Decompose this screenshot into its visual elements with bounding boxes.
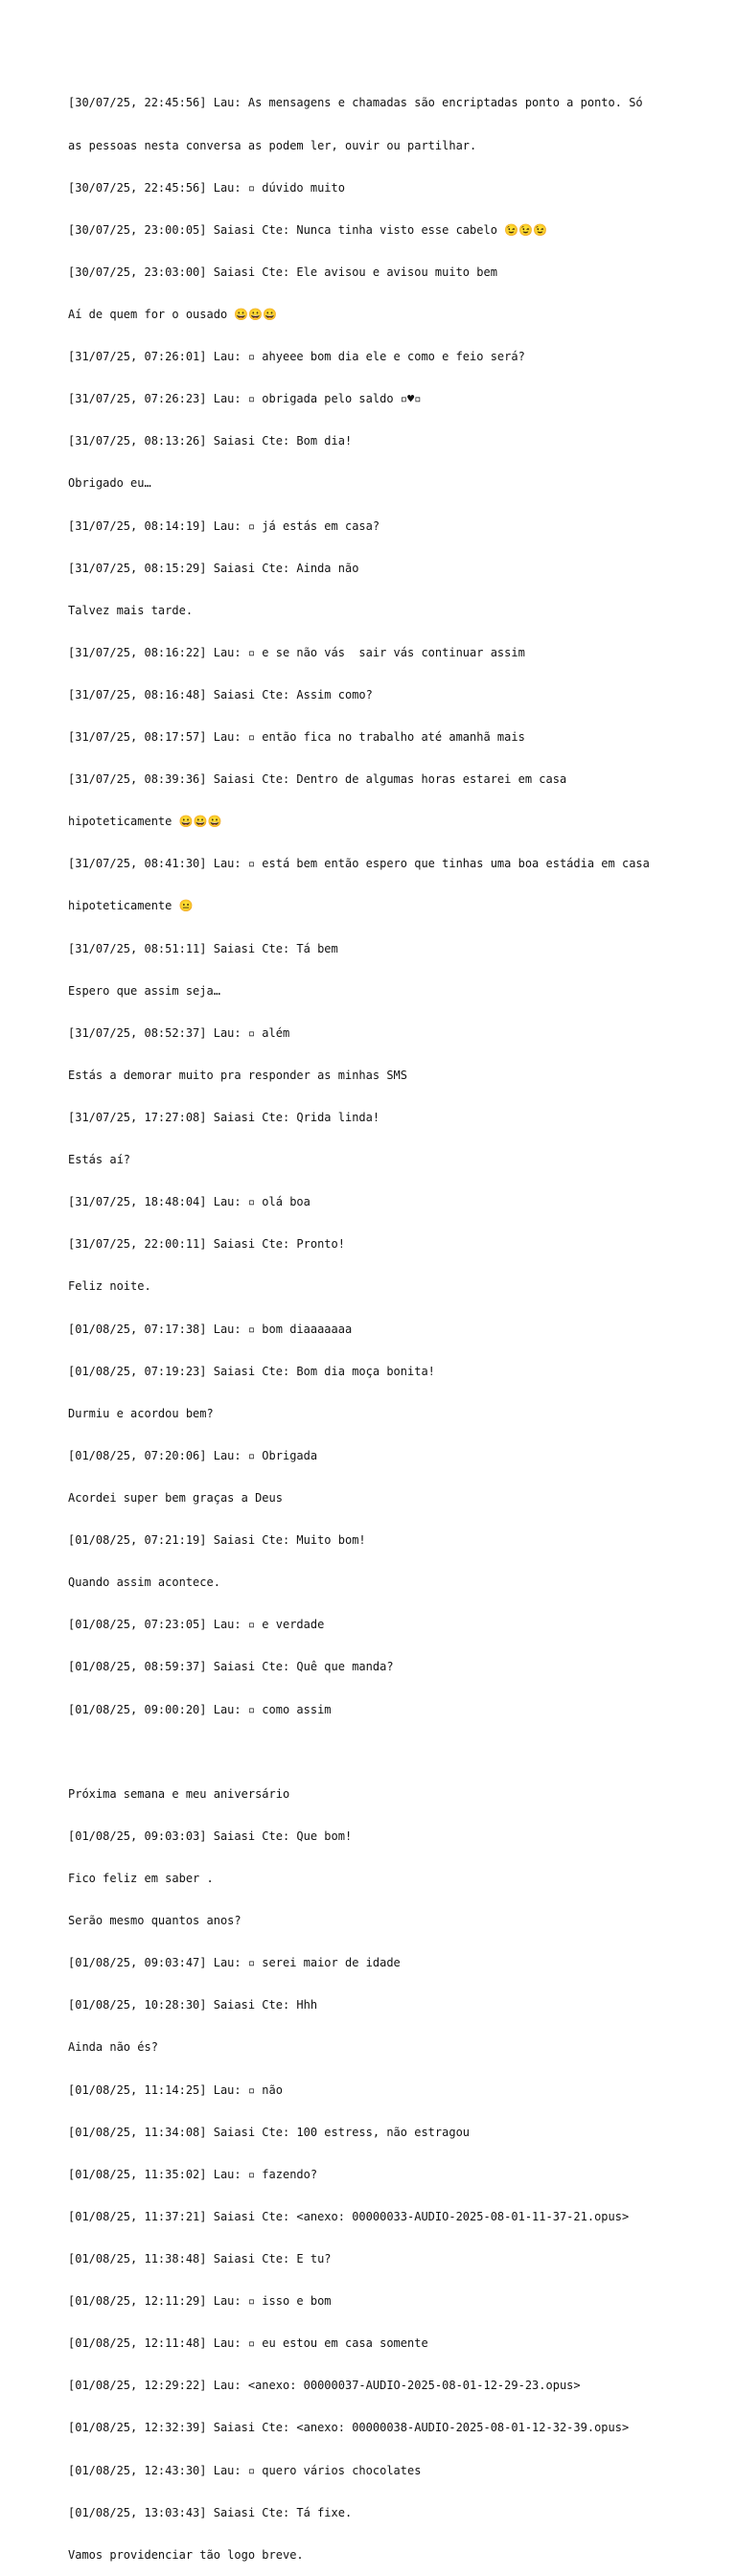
chat-transcript: [68, 68, 701, 2576]
transcript-line: Acordei super bem graças a Deus: [68, 1491, 283, 1506]
transcript-line: [30/07/25, 22:45:56] Lau: ▫ dúvido muito: [68, 180, 345, 195]
transcript-line: [01/08/25, 12:43:30] Lau: ▫ quero vários chocolates: [68, 2463, 422, 2477]
transcript-line: [31/07/25, 08:16:48] Saiasi Cte: Assim como?: [68, 687, 373, 702]
transcript-line: [30/07/25, 23:03:00] Saiasi Cte: Ele avisou e avisou muito bem: [68, 264, 497, 279]
transcript-line: Obrigado eu…: [68, 476, 151, 491]
transcript-line: [31/07/25, 08:16:22] Lau: ▫ e se não vás sair vás continuar assim: [68, 645, 525, 659]
transcript-line: [01/08/25, 11:37:21] Saiasi Cte: <anexo: 00000033-AUDIO-2025-08-01-11-37-21.opus>: [68, 2209, 630, 2223]
transcript-line: [31/07/25, 07:26:23] Lau: ▫ obrigada pelo saldo ▫♥▫: [68, 392, 422, 406]
transcript-line: Durmiu e acordou bem?: [68, 1406, 214, 1420]
blank-line: [68, 1745, 701, 1760]
transcript-line: [01/08/25, 10:28:30] Saiasi Cte: Hhh: [68, 1998, 318, 2012]
transcript-line: Próxima semana e meu aniversário: [68, 1786, 290, 1801]
transcript-line: [01/08/25, 12:11:48] Lau: ▫ eu estou em casa somente: [68, 2336, 428, 2351]
transcript-line: [01/08/25, 13:03:43] Saiasi Cte: Tá fixe.: [68, 2505, 353, 2519]
transcript-line: [01/08/25, 09:03:47] Lau: ▫ serei maior de idade: [68, 1956, 401, 1970]
transcript-line: [01/08/25, 12:29:22] Lau: <anexo: 00000037-AUDIO-2025-08-01-12-29-23.opus>: [68, 2379, 581, 2393]
transcript-line: Estás a demorar muito pra responder as minhas SMS: [68, 1068, 408, 1082]
transcript-line: [31/07/25, 18:48:04] Lau: ▫ olá boa: [68, 1195, 310, 1209]
transcript-line: [31/07/25, 08:15:29] Saiasi Cte: Ainda não: [68, 561, 359, 575]
transcript-line: [30/07/25, 22:45:56] Lau: As mensagens e chamadas são encriptadas ponto a ponto. Só: [68, 96, 643, 110]
transcript-line: [01/08/25, 11:35:02] Lau: ▫ fazendo?: [68, 2167, 318, 2181]
transcript-line: [01/08/25, 11:34:08] Saiasi Cte: 100 estress, não estragou: [68, 2125, 471, 2139]
transcript-line: [01/08/25, 07:20:06] Lau: ▫ Obrigada: [68, 1448, 318, 1462]
transcript-line: Quando assim acontece.: [68, 1576, 220, 1590]
transcript-line: [31/07/25, 08:17:57] Lau: ▫ então fica no trabalho até amanhã mais: [68, 730, 525, 745]
transcript-line: [01/08/25, 08:59:37] Saiasi Cte: Quê que manda?: [68, 1660, 394, 1674]
transcript-line: [31/07/25, 07:26:01] Lau: ▫ ahyeee bom dia ele e como e feio será?: [68, 350, 525, 364]
transcript-line: Estás aí?: [68, 1153, 131, 1167]
transcript-line: [31/07/25, 08:14:19] Lau: ▫ já estás em casa?: [68, 518, 380, 533]
transcript-line: [01/08/25, 09:00:20] Lau: ▫ como assim: [68, 1702, 332, 1716]
transcript-line: [31/07/25, 22:00:11] Saiasi Cte: Pronto!: [68, 1237, 345, 1252]
transcript-line: [01/08/25, 07:23:05] Lau: ▫ e verdade: [68, 1618, 325, 1632]
transcript-line: [01/08/25, 07:19:23] Saiasi Cte: Bom dia moça bonita!: [68, 1364, 435, 1378]
transcript-line: Serão mesmo quantos anos?: [68, 1914, 242, 1928]
transcript-line: [01/08/25, 09:03:03] Saiasi Cte: Que bom!: [68, 1828, 353, 1843]
transcript-line: Ainda não és?: [68, 2040, 158, 2055]
transcript-line: as pessoas nesta conversa as podem ler, ouvir ou partilhar.: [68, 138, 477, 152]
transcript-line: [31/07/25, 08:41:30] Lau: ▫ está bem então espero que tinhas uma boa estádia em casa: [68, 857, 650, 871]
transcript-line: [31/07/25, 17:27:08] Saiasi Cte: Qrida linda!: [68, 1111, 380, 1125]
transcript-line: Talvez mais tarde.: [68, 603, 194, 617]
transcript-line: hipoteticamente 😀😀😀: [68, 815, 222, 829]
transcript-line: Espero que assim seja…: [68, 983, 220, 998]
transcript-line: [01/08/25, 07:21:19] Saiasi Cte: Muito bom!: [68, 1533, 366, 1548]
transcript-line: [01/08/25, 07:17:38] Lau: ▫ bom diaaaaaaa: [68, 1322, 353, 1336]
transcript-line: [01/08/25, 12:11:29] Lau: ▫ isso e bom: [68, 2294, 332, 2309]
transcript-line: [30/07/25, 23:00:05] Saiasi Cte: Nunca tinha visto esse cabelo 😉😉😉: [68, 222, 547, 237]
transcript-line: [01/08/25, 11:38:48] Saiasi Cte: E tu?: [68, 2251, 332, 2266]
transcript-line: Feliz noite.: [68, 1279, 151, 1294]
transcript-line: [01/08/25, 11:14:25] Lau: ▫ não: [68, 2082, 283, 2097]
transcript-line: Aí de quem for o ousado 😀😀😀: [68, 307, 278, 321]
transcript-line: [31/07/25, 08:51:11] Saiasi Cte: Tá bem: [68, 941, 338, 955]
transcript-line: hipoteticamente 😐: [68, 899, 194, 913]
transcript-line: [31/07/25, 08:13:26] Saiasi Cte: Bom dia!: [68, 434, 353, 448]
transcript-line: [31/07/25, 08:39:36] Saiasi Cte: Dentro de algumas horas estarei em casa: [68, 772, 567, 787]
transcript-line: Vamos providenciar tão logo breve.: [68, 2547, 304, 2562]
transcript-line: [01/08/25, 12:32:39] Saiasi Cte: <anexo: 00000038-AUDIO-2025-08-01-12-32-39.opus>: [68, 2421, 630, 2435]
transcript-line: Fico feliz em saber .: [68, 1871, 214, 1885]
transcript-line: [31/07/25, 08:52:37] Lau: ▫ além: [68, 1025, 290, 1040]
